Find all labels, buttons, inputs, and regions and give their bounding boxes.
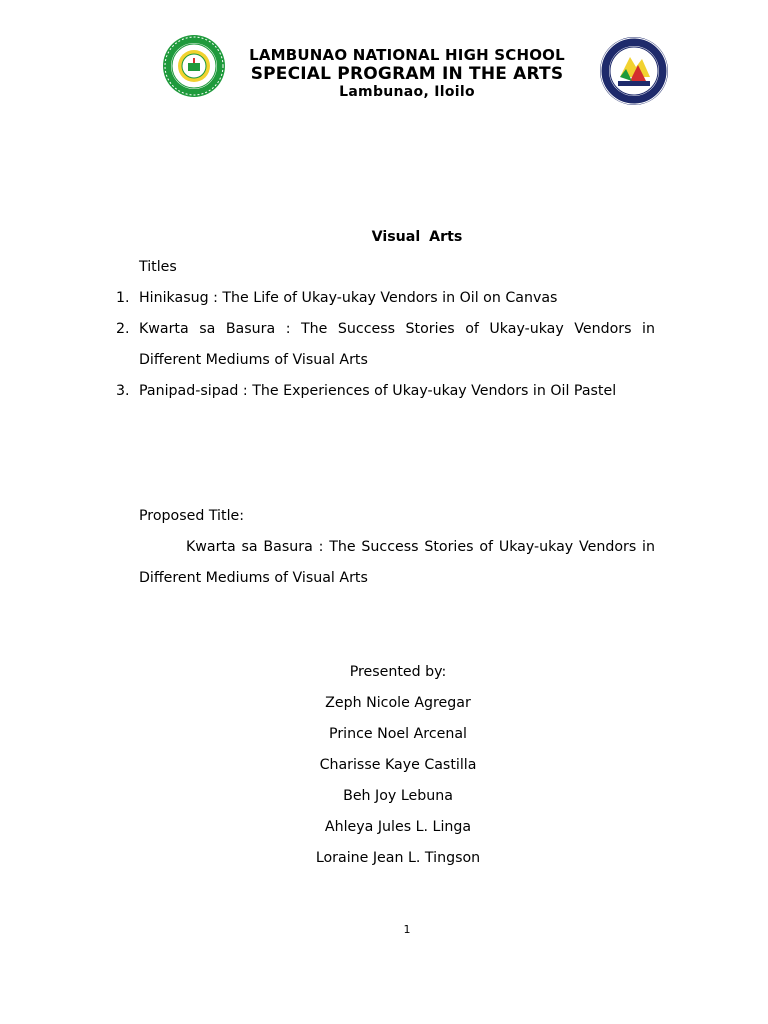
presented-by-label: Presented by: bbox=[349, 664, 447, 680]
page-number: 1 bbox=[403, 923, 411, 936]
title-item-line: Hinikasug : The Life of Ukay-ukay Vendors in Oil on Canvas bbox=[139, 290, 558, 306]
proposed-title-line: Different Mediums of Visual Arts bbox=[139, 570, 368, 586]
proposed-title-line: Kwarta sa Basura : The Success Stories of Ukay-ukay Vendors in bbox=[186, 539, 655, 555]
titles-label: Titles bbox=[139, 259, 177, 275]
title-item-line: Different Mediums of Visual Arts bbox=[139, 352, 368, 368]
presenter-name: Ahleya Jules L. Linga bbox=[324, 819, 472, 835]
presenter-name: Zeph Nicole Agregar bbox=[325, 695, 471, 711]
school-name: LAMBUNAO NATIONAL HIGH SCHOOL bbox=[249, 46, 565, 64]
title-number: 1. bbox=[116, 290, 130, 306]
title-item-line: Kwarta sa Basura : The Success Stories of Ukay-ukay Vendors in bbox=[139, 321, 655, 337]
program-name: SPECIAL PROGRAM IN THE ARTS bbox=[250, 64, 564, 84]
spa-seal-icon bbox=[597, 36, 671, 106]
presenter-name: Prince Noel Arcenal bbox=[329, 726, 467, 742]
section-title: Visual Arts bbox=[371, 229, 463, 245]
school-location: Lambunao, Iloilo bbox=[339, 84, 475, 100]
presenter-name: Loraine Jean L. Tingson bbox=[315, 850, 481, 866]
title-number: 3. bbox=[116, 383, 130, 399]
proposed-title-label: Proposed Title: bbox=[139, 508, 245, 524]
title-item-line: Panipad-sipad : The Experiences of Ukay-ukay Vendors in Oil Pastel bbox=[139, 383, 617, 399]
school-seal-icon bbox=[160, 34, 228, 98]
presenter-name: Beh Joy Lebuna bbox=[343, 788, 453, 804]
title-number: 2. bbox=[116, 321, 130, 337]
presenter-name: Charisse Kaye Castilla bbox=[319, 757, 477, 773]
